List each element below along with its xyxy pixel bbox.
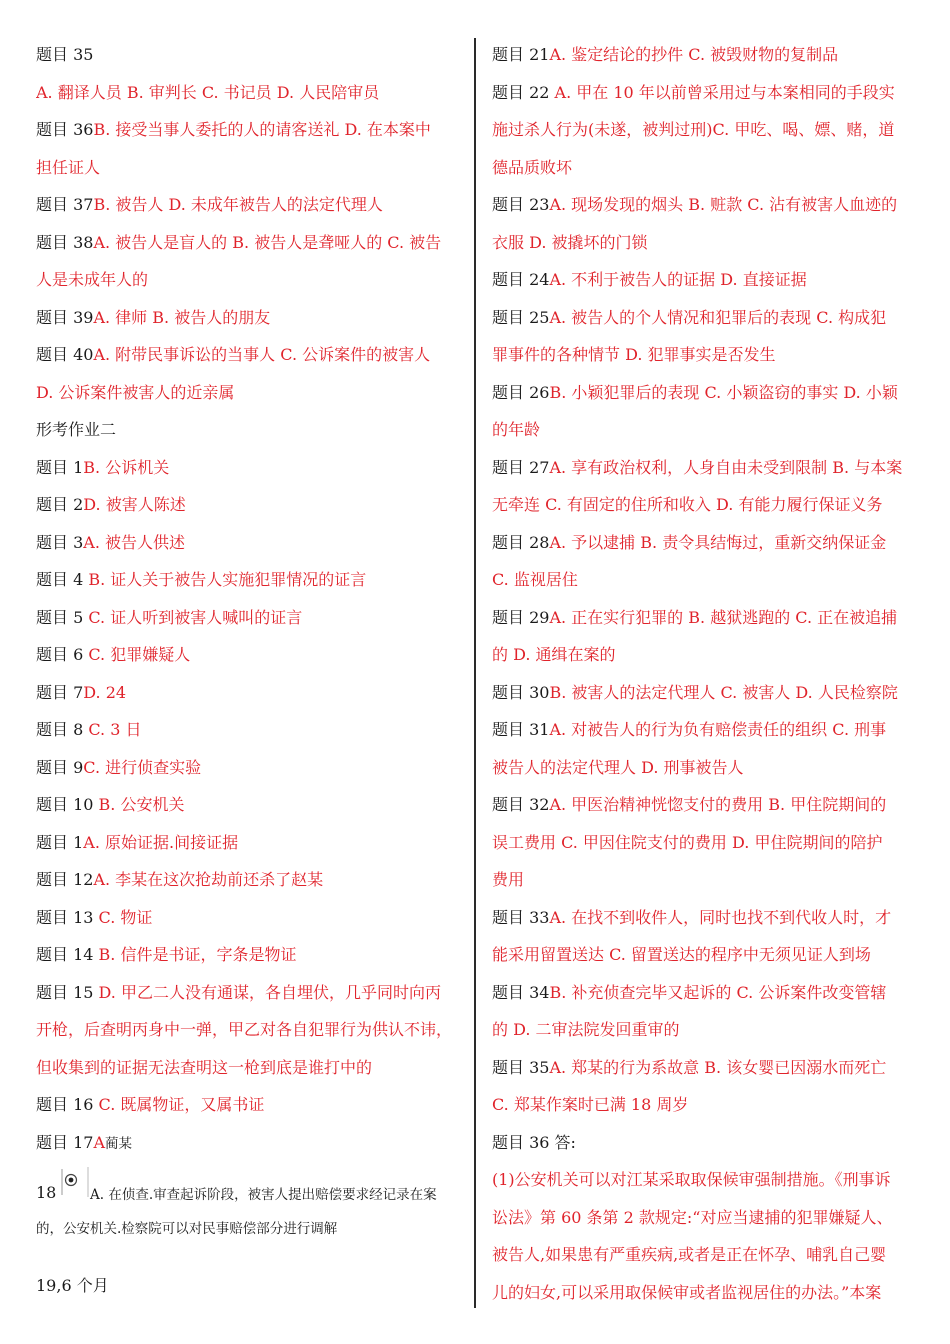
answer-continuation: C. 郑某作案时已满 18 周岁 [492, 1095, 689, 1114]
question-line [492, 299, 916, 337]
answer-text: B. 被害人的法定代理人 C. 被害人 D. 人民检察院 [549, 682, 898, 702]
question-number: 题目 36 [36, 120, 94, 139]
question-number: 题目 17 [36, 1132, 94, 1152]
answer-continuation: 无牵连 C. 有固定的住所和收入 D. 有能力履行保证义务 [492, 495, 883, 514]
answer-text: A. 李某在这次抢劫前还杀了赵某 [93, 870, 324, 889]
question-line [492, 899, 916, 937]
answer-text: B. 公安机关 [98, 795, 185, 814]
answer-continuation: 衣服 D. 被撬坏的门锁 [492, 232, 648, 252]
answer-text: C. 既属物证，又属书证 [98, 1095, 265, 1114]
column-divider [474, 38, 476, 1308]
question-line [36, 36, 462, 74]
answer-continuation: 德品质败坏 [492, 157, 573, 177]
question-line [492, 786, 916, 824]
question-line [36, 486, 462, 524]
question-number: 题目 31 [492, 720, 550, 739]
answer-continuation: 罪事件的各种情节 D. 犯罪事实是否发生 [492, 345, 776, 364]
answer-text: A. 不利于被告人的证据 D. 直接证据 [549, 270, 807, 289]
answer-text: A. 甲医治精神恍惚支付的费用 B. 甲住院期间的 [549, 795, 887, 814]
answer-text: D. 被害人陈述 [83, 495, 186, 514]
question-number: 题目 35 [36, 45, 94, 64]
question-line [36, 186, 462, 224]
question-line [36, 974, 462, 1012]
question-line [36, 449, 462, 487]
question-number: 题目 35 [492, 1057, 550, 1077]
question-line [36, 861, 462, 899]
answer-continuation: 被告人,如果患有严重疾病,或者是正在怀孕、哺乳自己婴 [492, 1245, 887, 1264]
question-line [492, 186, 916, 224]
question-number: 题目 32 [492, 795, 550, 814]
question-number: 题目 40 [36, 345, 94, 364]
answer-continuation: D. 公诉案件被害人的近亲属 [36, 382, 235, 402]
answer-text: A. 鉴定结论的抄件 C. 被毁财物的复制品 [549, 45, 839, 64]
answer-text: C. 证人听到被害人喊叫的证言 [88, 607, 303, 627]
answer-text: D. 甲乙二人没有通谋，各自埋伏，几乎同时向丙 [98, 982, 441, 1002]
question-number: 题目 8 [36, 720, 89, 739]
question-line [36, 599, 462, 637]
question-number: 题目 2 [36, 495, 84, 514]
answer-text: A. 在侦查.审查起诉阶段，被害人提出赔偿要求经记录在案 [90, 1187, 437, 1203]
question-number: 题目 10 [36, 795, 99, 814]
right-column [492, 36, 916, 1311]
question-number: 题目 16 [36, 1095, 99, 1114]
answer-text: 的，公安机关.检察院可以对民事赔偿部分进行调解 [36, 1221, 338, 1237]
question-line [492, 711, 916, 749]
question-number: 题目 1 [36, 832, 84, 852]
question-line [36, 674, 462, 712]
section-heading: 题目 36 答: [492, 1132, 576, 1152]
question-line [492, 261, 916, 299]
answer-text: A. 附带民事诉讼的当事人 C. 公诉案件的被害人 [93, 345, 431, 364]
question-18-block [36, 1163, 462, 1267]
question-line [492, 36, 916, 74]
question-line [36, 561, 462, 599]
question-number: 18 [36, 1183, 57, 1202]
question-line [36, 824, 462, 862]
answer-text: A. 正在实行犯罪的 B. 越狱逃跑的 C. 正在被追捕 [549, 607, 898, 627]
question-number: 题目 15 [36, 982, 99, 1002]
answer-continuation: 的 D. 通缉在案的 [492, 645, 616, 664]
answer-text: 蔺某 [105, 1135, 133, 1152]
answer-continuation: 的年龄 [492, 420, 541, 439]
answer-text: A. 郑某的行为系故意 B. 该女婴已因溺水而死亡 [549, 1057, 887, 1077]
answer-text: C. 3 日 [88, 720, 142, 739]
question-number: 题目 34 [492, 982, 550, 1002]
question-line [492, 74, 916, 112]
question-line [36, 299, 462, 337]
question-number: 题目 27 [492, 457, 550, 477]
answer-text: A. 现场发现的烟头 B. 赃款 C. 沾有被害人血迹的 [549, 195, 898, 214]
answer-continuation: 儿的妇女,可以采用取保候审或者监视居住的办法。”本案 [492, 1282, 882, 1302]
question-line [36, 524, 462, 562]
question-line [36, 336, 462, 374]
question-line [36, 899, 462, 937]
question-line [36, 749, 462, 787]
question-line [36, 786, 462, 824]
answer-continuation: 开枪，后查明丙身中一弹，甲乙对各自犯罪行为供认不讳， [36, 1020, 453, 1039]
answer-text: A. 被告人供述 [83, 532, 186, 552]
question-number: 题目 21 [492, 45, 550, 64]
question-line [36, 1124, 462, 1164]
answer-continuation: 施过杀人行为(未遂，被判过刑)C. 甲吃、喝、嫖、赌，道 [492, 120, 895, 139]
question-number: 题目 38 [36, 232, 94, 252]
question-line [36, 936, 462, 974]
question-number: 题目 13 [36, 907, 99, 927]
question-number: 题目 9 [36, 757, 84, 777]
section-heading: 形考作业二 [36, 420, 117, 439]
left-column [36, 36, 462, 1305]
question-number: 题目 22 [492, 82, 555, 102]
answer-text: C. 进行侦查实验 [83, 757, 202, 777]
question-number: 题目 1 [36, 457, 84, 477]
question-line [492, 974, 916, 1012]
answer-continuation: 讼法》第 60 条第 2 款规定:“对应当逮捕的犯罪嫌疑人、 [492, 1207, 893, 1227]
answer-continuation: 的 D. 二审法院发回重审的 [492, 1020, 680, 1039]
radio-selected-icon [58, 1165, 92, 1199]
question-number: 题目 37 [36, 195, 94, 214]
question-number: 题目 28 [492, 532, 550, 552]
answer-text: A [93, 1132, 106, 1152]
question-line [492, 374, 916, 412]
answer-continuation: 费用 [492, 870, 525, 889]
answer-text: A. 在找不到收件人，同时也找不到代收人时，才 [549, 907, 892, 927]
question-number: 题目 24 [492, 270, 550, 289]
answer-continuation: 人是未成年人的 [36, 270, 149, 289]
answer-continuation: 被告人的法定代理人 D. 刑事被告人 [492, 757, 744, 777]
question-number: 题目 12 [36, 870, 94, 889]
answer-continuation: 担任证人 [36, 157, 101, 177]
answer-text: B. 补充侦查完毕又起诉的 C. 公诉案件改变管辖 [549, 982, 887, 1002]
answer-line: 19,6 个月 [36, 1276, 109, 1295]
question-number: 题目 25 [492, 307, 550, 327]
answer-text: B. 被告人 D. 未成年被告人的法定代理人 [93, 195, 383, 214]
question-number: 题目 23 [492, 195, 550, 214]
question-number: 题目 14 [36, 945, 99, 964]
answer-text: B. 接受当事人委托的人的请客送礼 D. 在本案中 [93, 120, 431, 139]
answer-text: A. 原始证据.间接证据 [83, 832, 239, 852]
question-line [492, 1049, 916, 1087]
question-number: 题目 29 [492, 607, 550, 627]
answer-text: A. 律师 B. 被告人的朋友 [93, 307, 271, 327]
answer-continuation: A. 翻译人员 B. 审判长 C. 书记员 D. 人民陪审员 [36, 82, 380, 102]
question-line [492, 524, 916, 562]
answer-text: A. 对被告人的行为负有赔偿责任的组织 C. 刑事 [549, 720, 887, 739]
question-number: 题目 4 [36, 570, 89, 589]
answer-text: A. 享有政治权利，人身自由未受到限制 B. 与本案 [549, 457, 903, 477]
question-line [492, 449, 916, 487]
answer-text: C. 犯罪嫌疑人 [88, 645, 191, 664]
question-number: 题目 30 [492, 682, 550, 702]
question-number: 题目 6 [36, 645, 89, 664]
answer-text: B. 证人关于被告人实施犯罪情况的证言 [88, 570, 367, 589]
answer-continuation: 误工费用 C. 甲因住院支付的费用 D. 甲住院期间的陪护 [492, 832, 883, 852]
answer-text: D. 24 [83, 682, 127, 702]
question-line [492, 674, 916, 712]
question-line [36, 636, 462, 674]
answer-text: B. 小颖犯罪后的表现 C. 小颖盗窃的事实 D. 小颖 [549, 382, 898, 402]
answer-continuation: C. 监视居住 [492, 570, 578, 589]
answer-text: A. 被告人是盲人的 B. 被告人是聋哑人的 C. 被告 [93, 232, 442, 252]
question-number: 题目 33 [492, 907, 550, 927]
answer-text: A. 甲在 10 年以前曾采用过与本案相同的手段实 [554, 82, 895, 102]
answer-continuation: (1)公安机关可以对江某采取取保候审强制措施。《刑事诉 [492, 1170, 891, 1189]
answer-text: B. 信件是书证，字条是物证 [98, 945, 297, 964]
question-number: 题目 7 [36, 682, 84, 702]
answer-continuation: 但收集到的证据无法查明这一枪到底是谁打中的 [36, 1057, 373, 1077]
question-line [492, 599, 916, 637]
answer-text: A. 予以逮捕 B. 责令具结悔过，重新交纳保证金 [549, 532, 887, 552]
question-line [36, 711, 462, 749]
question-number: 题目 26 [492, 382, 550, 402]
answer-continuation: 能采用留置送达 C. 留置送达的程序中无须见证人到场 [492, 945, 871, 964]
question-line [36, 224, 462, 262]
answer-text: C. 物证 [98, 907, 153, 927]
question-number: 题目 5 [36, 607, 89, 627]
question-line [36, 1086, 462, 1124]
answer-text: B. 公诉机关 [83, 457, 170, 477]
question-line [36, 111, 462, 149]
question-number: 题目 39 [36, 307, 94, 327]
answer-text: A. 被告人的个人情况和犯罪后的表现 C. 构成犯 [549, 307, 887, 327]
question-number: 题目 3 [36, 532, 84, 552]
